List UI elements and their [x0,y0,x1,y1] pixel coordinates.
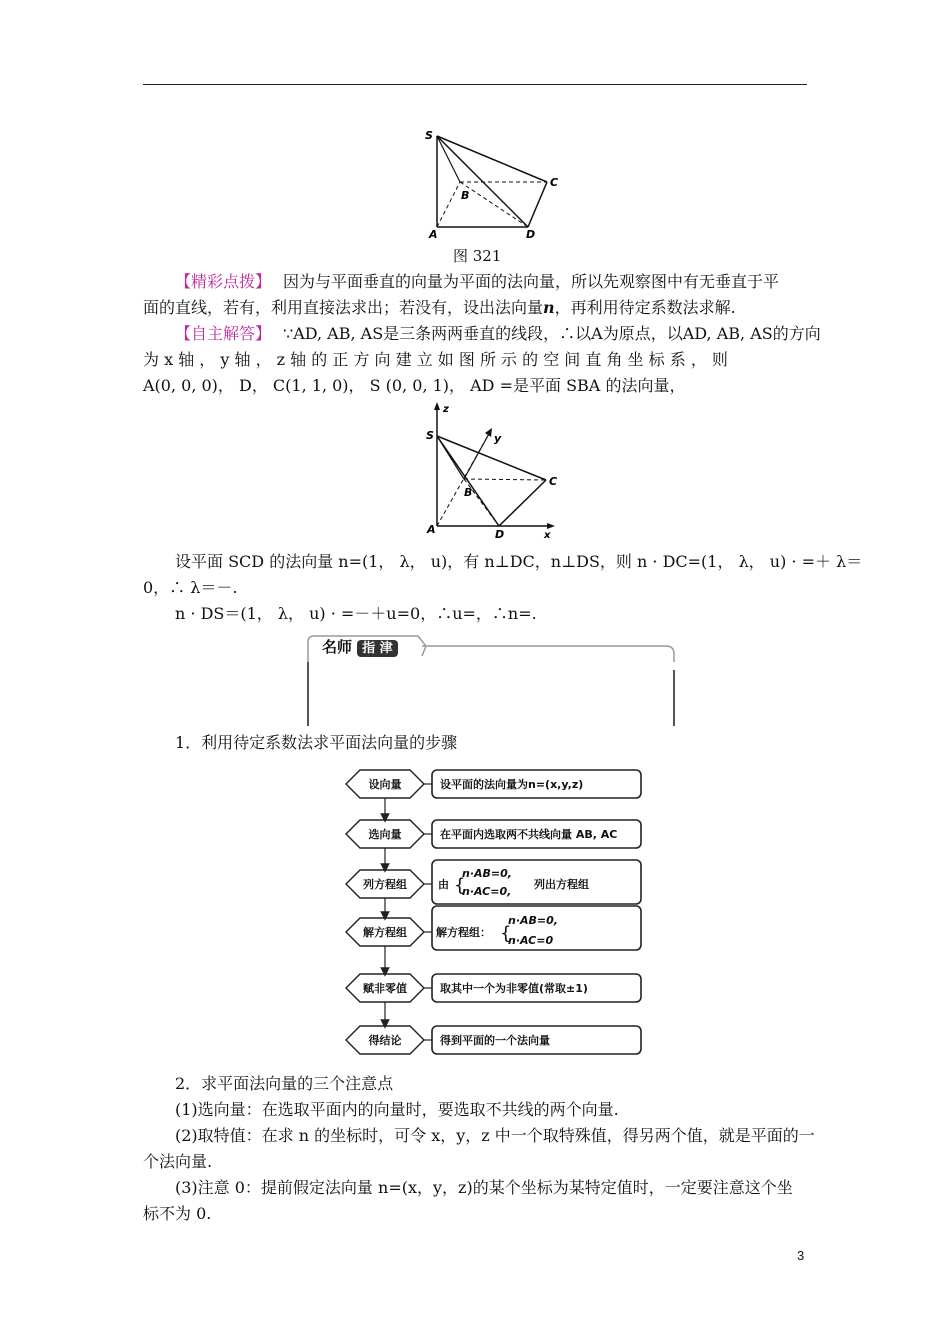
step-3-brace: { [454,875,466,896]
banner-badge: 指 津 [357,640,398,657]
step-1-desc: 设平面的法向量为n=(x,y,z) [440,778,584,791]
label-a2: A [427,523,436,536]
solution-tag: 【自主解答】 [175,324,272,343]
step-4-prefix: 解方程组： [436,926,491,939]
solution-text-1: ∵AD, AB, AS是三条两两垂直的线段，∴以A为原点，以AD, AB, AS的方向 [283,324,821,343]
step-3-prefix: 由 [438,878,449,891]
step-4-eq2: n·AC=0 [508,934,554,947]
label-x: x [544,530,551,540]
step-2-desc: 在平面内选取两不共线向量 AB, AC [440,828,618,841]
label-z: z [443,404,449,415]
step-4-eq1: n·AB=0, [508,914,558,927]
label-b2: B [464,486,473,499]
solution-line-1 [175,321,821,347]
step-3-suffix: 列出方程组 [534,878,589,891]
page-number: 3 [797,1248,805,1263]
steps-flowchart [336,760,648,1060]
step-1-name: 设向量 [368,778,402,791]
step-6-desc: 得到平面的一个法向量 [440,1034,550,1047]
analysis-line-1 [175,269,779,295]
note-3-line-1: (3)注意 0：提前假定法向量 n=(x，y，z)的某个坐标为某特定值时，一定要注意这个坐 [175,1178,793,1197]
label-y: y [494,432,502,445]
note-2-line-1: (2)取特值：在求 n 的坐标时，可令 x，y，z 中一个取特殊值，得另两个值，就是平面的一 [175,1126,815,1145]
analysis-text-1: 因为与平面垂直的向量为平面的法向量，所以先观察图中有无垂直于平 [283,272,780,291]
note-1: (1)选向量：在选取平面内的向量时，要选取不共线的两个向量. [175,1100,619,1119]
banner-label: 名师 [322,639,353,656]
label-c2: C [549,475,558,488]
tips-banner-title [322,636,398,657]
step-3-name: 列方程组 [363,878,407,891]
pyramid-figure [420,124,570,240]
label-d: D [526,228,536,240]
step-6-name: 得结论 [368,1034,402,1047]
analysis-n: n [543,298,555,317]
solution-line-2: 为 x 轴 ， y 轴 ， z 轴 的 正 方 向 建 立 如 图 所 示 的 空 间 直 角 坐 标 系 ， 则 [143,350,728,369]
label-b: B [461,189,470,202]
label-d2: D [495,528,505,540]
step-5-name: 赋非零值 [363,982,407,995]
step-3-eq1: n·AB=0, [462,867,512,880]
equation-line-3: n · DS＝(1， λ， u) · =－＋u=0，∴u=，∴n=. [175,604,537,623]
label-s: S [425,129,433,142]
header-rule [143,84,807,85]
coordinate-figure [424,398,564,540]
section-2-title: 2．求平面法向量的三个注意点 [175,1074,394,1093]
step-3-eq2: n·AC=0, [462,885,512,898]
label-s2: S [426,429,434,442]
analysis-text-2b: ，再利用待定系数法求解. [554,298,736,317]
note-3-line-2: 标不为 0. [143,1204,212,1223]
label-a: A [429,228,438,240]
analysis-line-2 [143,295,736,321]
step-2-name: 选向量 [368,828,402,841]
equation-line-2: 0，∴ λ＝－. [143,578,238,597]
section-1-title: 1．利用待定系数法求平面法向量的步骤 [175,733,458,752]
figure-caption: 图 321 [453,247,502,265]
step-5-desc: 取其中一个为非零值(常取±1) [440,982,588,995]
equation-line-1: 设平面 SCD 的法向量 n=(1， λ， u)，有 n⊥DC，n⊥DS，则 n · DC=(1， λ， u) · =＋ λ＝ [175,552,863,571]
note-2-line-2: 个法向量. [143,1152,213,1171]
step-4-brace: { [500,923,512,944]
label-c: C [550,176,559,189]
solution-line-3: A(0, 0, 0)， D， C(1, 1, 0)， S (0, 0, 1)， AD =是平面 SBA 的法向量， [143,376,686,395]
analysis-tag: 【精彩点拨】 [175,272,272,291]
step-4-name: 解方程组 [363,926,407,939]
analysis-text-2a: 面的直线，若有，利用直接法求出；若没有，设出法向量 [143,298,544,317]
